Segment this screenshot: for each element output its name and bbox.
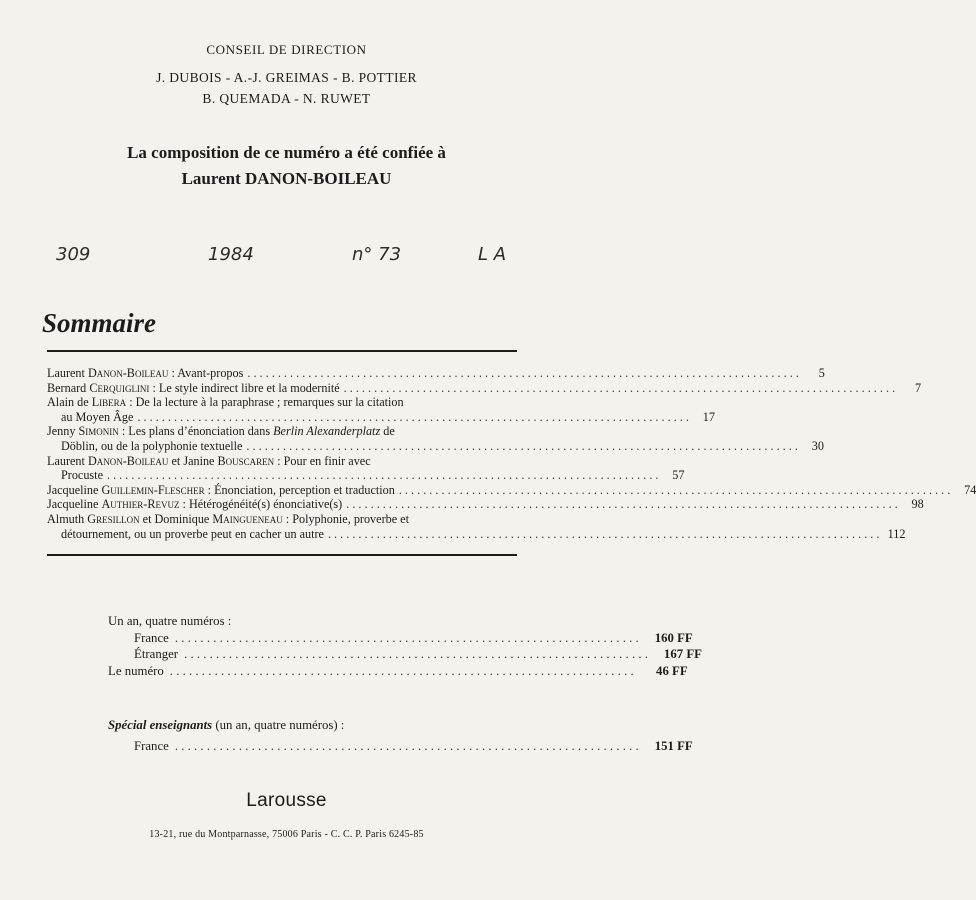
toc-page-number: 5 <box>818 366 825 380</box>
toc-entry: Alain de Libera : De la lecture à la paraphrase ; remarques sur la citation <box>47 395 404 410</box>
bottom-rule <box>47 554 517 556</box>
toc-page-number: 98 <box>911 497 924 512</box>
handwritten-note-3: n° 73 <box>352 244 402 265</box>
handwritten-note-4: L A <box>478 244 507 265</box>
toc-page-number: 7 <box>915 380 922 395</box>
sommaire-title: Sommaire <box>42 308 157 338</box>
publisher-name: Larousse <box>246 790 327 811</box>
council-title: CONSEIL DE DIRECTION <box>206 42 367 57</box>
toc-page-number: 17 <box>702 409 715 424</box>
price-row-etranger: Étranger . . . 167 FF <box>108 647 448 664</box>
toc-entry-continuation: Procuste . . . 57 <box>47 468 517 483</box>
special-price-block <box>108 739 693 756</box>
subscription-block <box>108 614 702 680</box>
toc-entry-continuation: au Moyen Âge . . . 17 <box>47 410 517 425</box>
toc-page-number: 74 <box>964 482 976 497</box>
subscription-heading: Un an, quatre numéros : <box>108 614 232 628</box>
toc-page-number: 30 <box>811 438 824 453</box>
top-rule <box>47 350 517 352</box>
price-row-france: France . . . 160 FF <box>108 631 448 648</box>
publisher-address: 13-21, rue du Montparnasse, 75006 Paris - C. C. P. Paris 6245-85 <box>149 829 424 840</box>
toc-entry: Laurent Danon-Boileau : Avant-propos . . . 5 <box>47 366 517 381</box>
price-row-numero: Le numéro . . . 46 FF <box>108 664 448 681</box>
handwritten-note-2: 1984 <box>208 244 254 265</box>
toc-entry: Jacqueline Guillemin-Flescher : Énonciation, perception et traduction . . . 74 <box>47 483 517 498</box>
composition-line-2: Laurent DANON-BOILEAU <box>181 169 392 188</box>
toc-page-number: 57 <box>672 468 685 483</box>
toc-entry: Jenny Simonin : Les plans d’énonciation dans Berlin Alexanderplatz de <box>47 424 395 439</box>
toc-entry-continuation: détournement, ou un proverbe peut en cacher un autre . . . 112 <box>47 527 517 542</box>
toc-entry: Laurent Danon-Boileau et Janine Bouscaren : Pour en finir avec <box>47 453 371 468</box>
table-of-contents <box>47 366 976 541</box>
toc-entry: Bernard Cerquiglini : Le style indirect libre et la modernité . . . 7 <box>47 381 517 396</box>
toc-entry: Jacqueline Authier-Revuz : Hétérogénéité(s) énonciative(s) . . . 98 <box>47 497 517 512</box>
composition-line-1: La composition de ce numéro a été confiée à <box>127 143 446 162</box>
price-row-special-france: France . . . 151 FF <box>108 739 448 756</box>
toc-page-number: 112 <box>887 526 906 541</box>
toc-entry: Almuth Gresillon et Dominique Maingueneau : Polyphonie, proverbe et <box>47 511 409 526</box>
council-members-line-2: B. QUEMADA - N. RUWET <box>202 91 371 106</box>
council-members-line-1: J. DUBOIS - A.-J. GREIMAS - B. POTTIER <box>156 70 417 85</box>
toc-entry-continuation: Döblin, ou de la polyphonie textuelle . . . 30 <box>47 439 517 454</box>
handwritten-note-1: 309 <box>56 244 91 265</box>
special-teachers-heading: Spécial enseignants (un an, quatre numéros) : <box>108 718 345 732</box>
